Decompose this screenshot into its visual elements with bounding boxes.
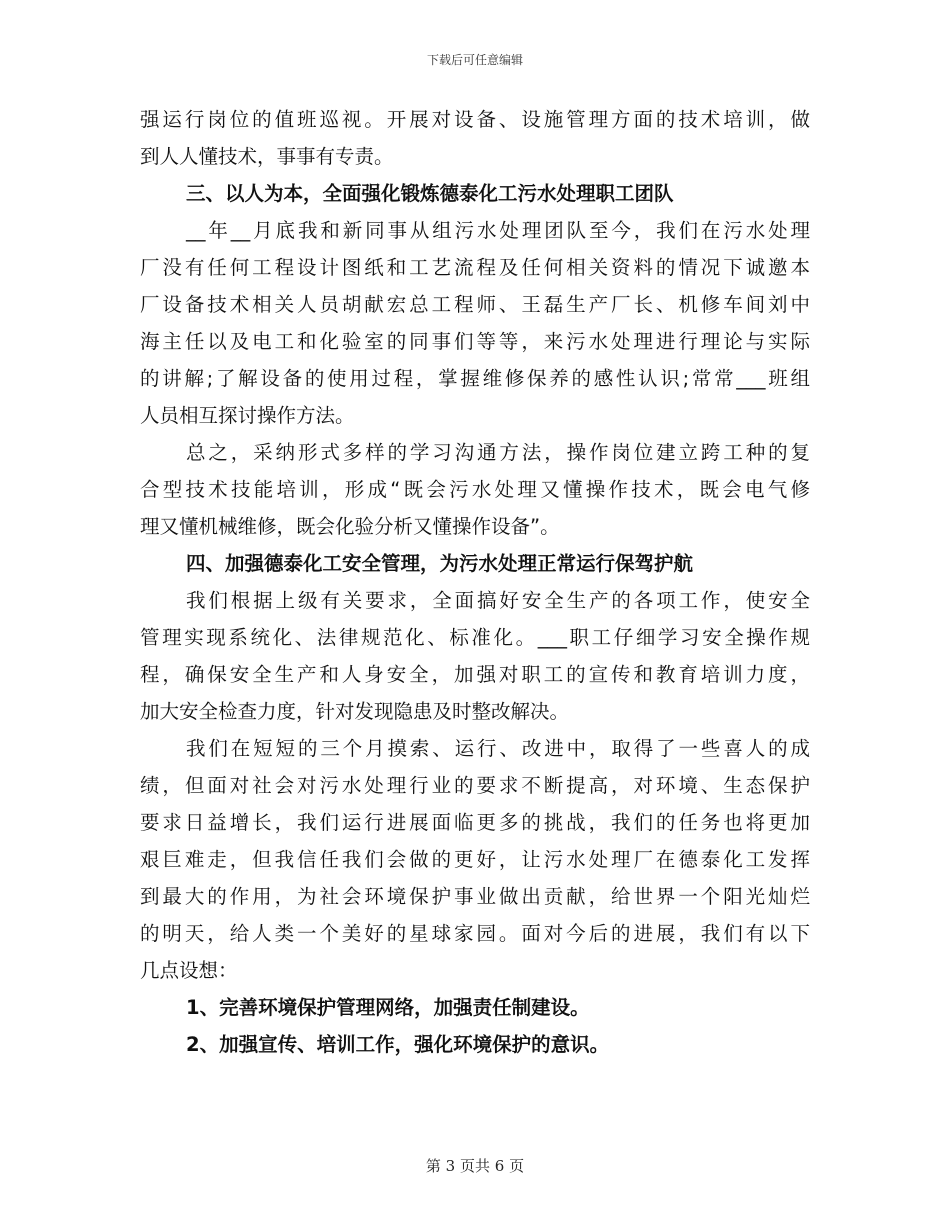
body-line: 到人人懂技术，事事有专责。 bbox=[140, 145, 394, 168]
body-line: 到最大的作用，为社会环境保护事业做出贡献，给世界一个阳光灿烂 bbox=[140, 885, 810, 908]
section-heading-3: 三、以人为本，全面强化锻炼德泰化工污水处理职工团队 bbox=[186, 182, 674, 205]
body-line: 总之，采纳形式多样的学习沟通方法，操作岗位建立跨工种的复 bbox=[186, 441, 810, 464]
body-line: 加大安全检查力度，针对发现隐患及时整改解决。 bbox=[140, 700, 570, 723]
body-line: 理又懂机械维修，既会化验分析又懂操作设备”。 bbox=[140, 515, 560, 538]
body-line: 要求日益增长，我们运行进展面临更多的挑战，我们的任务也将更加 bbox=[140, 811, 810, 834]
body-line: 厂没有任何工程设计图纸和工艺流程及任何相关资料的情况下诚邀本 bbox=[140, 256, 810, 279]
page-footer: 第 3 页共 6 页 bbox=[425, 1157, 525, 1175]
body-line: 管理实现系统化、法律规范化、标准化。___职工仔细学习安全操作规 bbox=[140, 626, 810, 649]
body-line: __年__月底我和新同事从组污水处理团队至今，我们在污水处理 bbox=[186, 219, 810, 242]
body-line: 的讲解;了解设备的使用过程，掌握维修保养的感性认识;常常___班组 bbox=[140, 367, 810, 390]
body-line: 强运行岗位的值班巡视。开展对设备、设施管理方面的技术培训，做 bbox=[140, 108, 810, 131]
body-line: 几点设想： bbox=[140, 959, 238, 982]
document-body bbox=[140, 101, 810, 1063]
body-line: 人员相互探讨操作方法。 bbox=[140, 404, 355, 427]
body-line: 我们在短短的三个月摸索、运行、改进中，取得了一些喜人的成 bbox=[186, 737, 810, 760]
section-heading-4: 四、加强德泰化工安全管理，为污水处理正常运行保驾护航 bbox=[186, 552, 694, 575]
body-line: 程，确保安全生产和人身安全，加强对职工的宣传和教育培训力度， bbox=[140, 663, 810, 686]
page-header: 下载后可任意编辑 bbox=[426, 53, 523, 67]
body-line: 厂设备技术相关人员胡献宏总工程师、王磊生产厂长、机修车间刘中 bbox=[140, 293, 810, 316]
body-line: 绩，但面对社会对污水处理行业的要求不断提高，对环境、生态保护 bbox=[140, 774, 810, 797]
body-line: 海主任以及电工和化验室的同事们等等，来污水处理进行理论与实际 bbox=[140, 330, 810, 353]
list-item-2: 2、加强宣传、培训工作，强化环境保护的意识。 bbox=[186, 1033, 610, 1056]
body-line: 合型技术技能培训，形成“既会污水处理又懂操作技术，既会电气修 bbox=[140, 478, 810, 501]
body-line: 我们根据上级有关要求，全面搞好安全生产的各项工作，使安全 bbox=[186, 589, 810, 612]
list-item-1: 1、完善环境保护管理网络，加强责任制建设。 bbox=[186, 996, 590, 1019]
body-line: 艰巨难走，但我信任我们会做的更好，让污水处理厂在德泰化工发挥 bbox=[140, 848, 810, 871]
body-line: 的明天，给人类一个美好的星球家园。面对今后的进展，我们有以下 bbox=[140, 922, 810, 945]
